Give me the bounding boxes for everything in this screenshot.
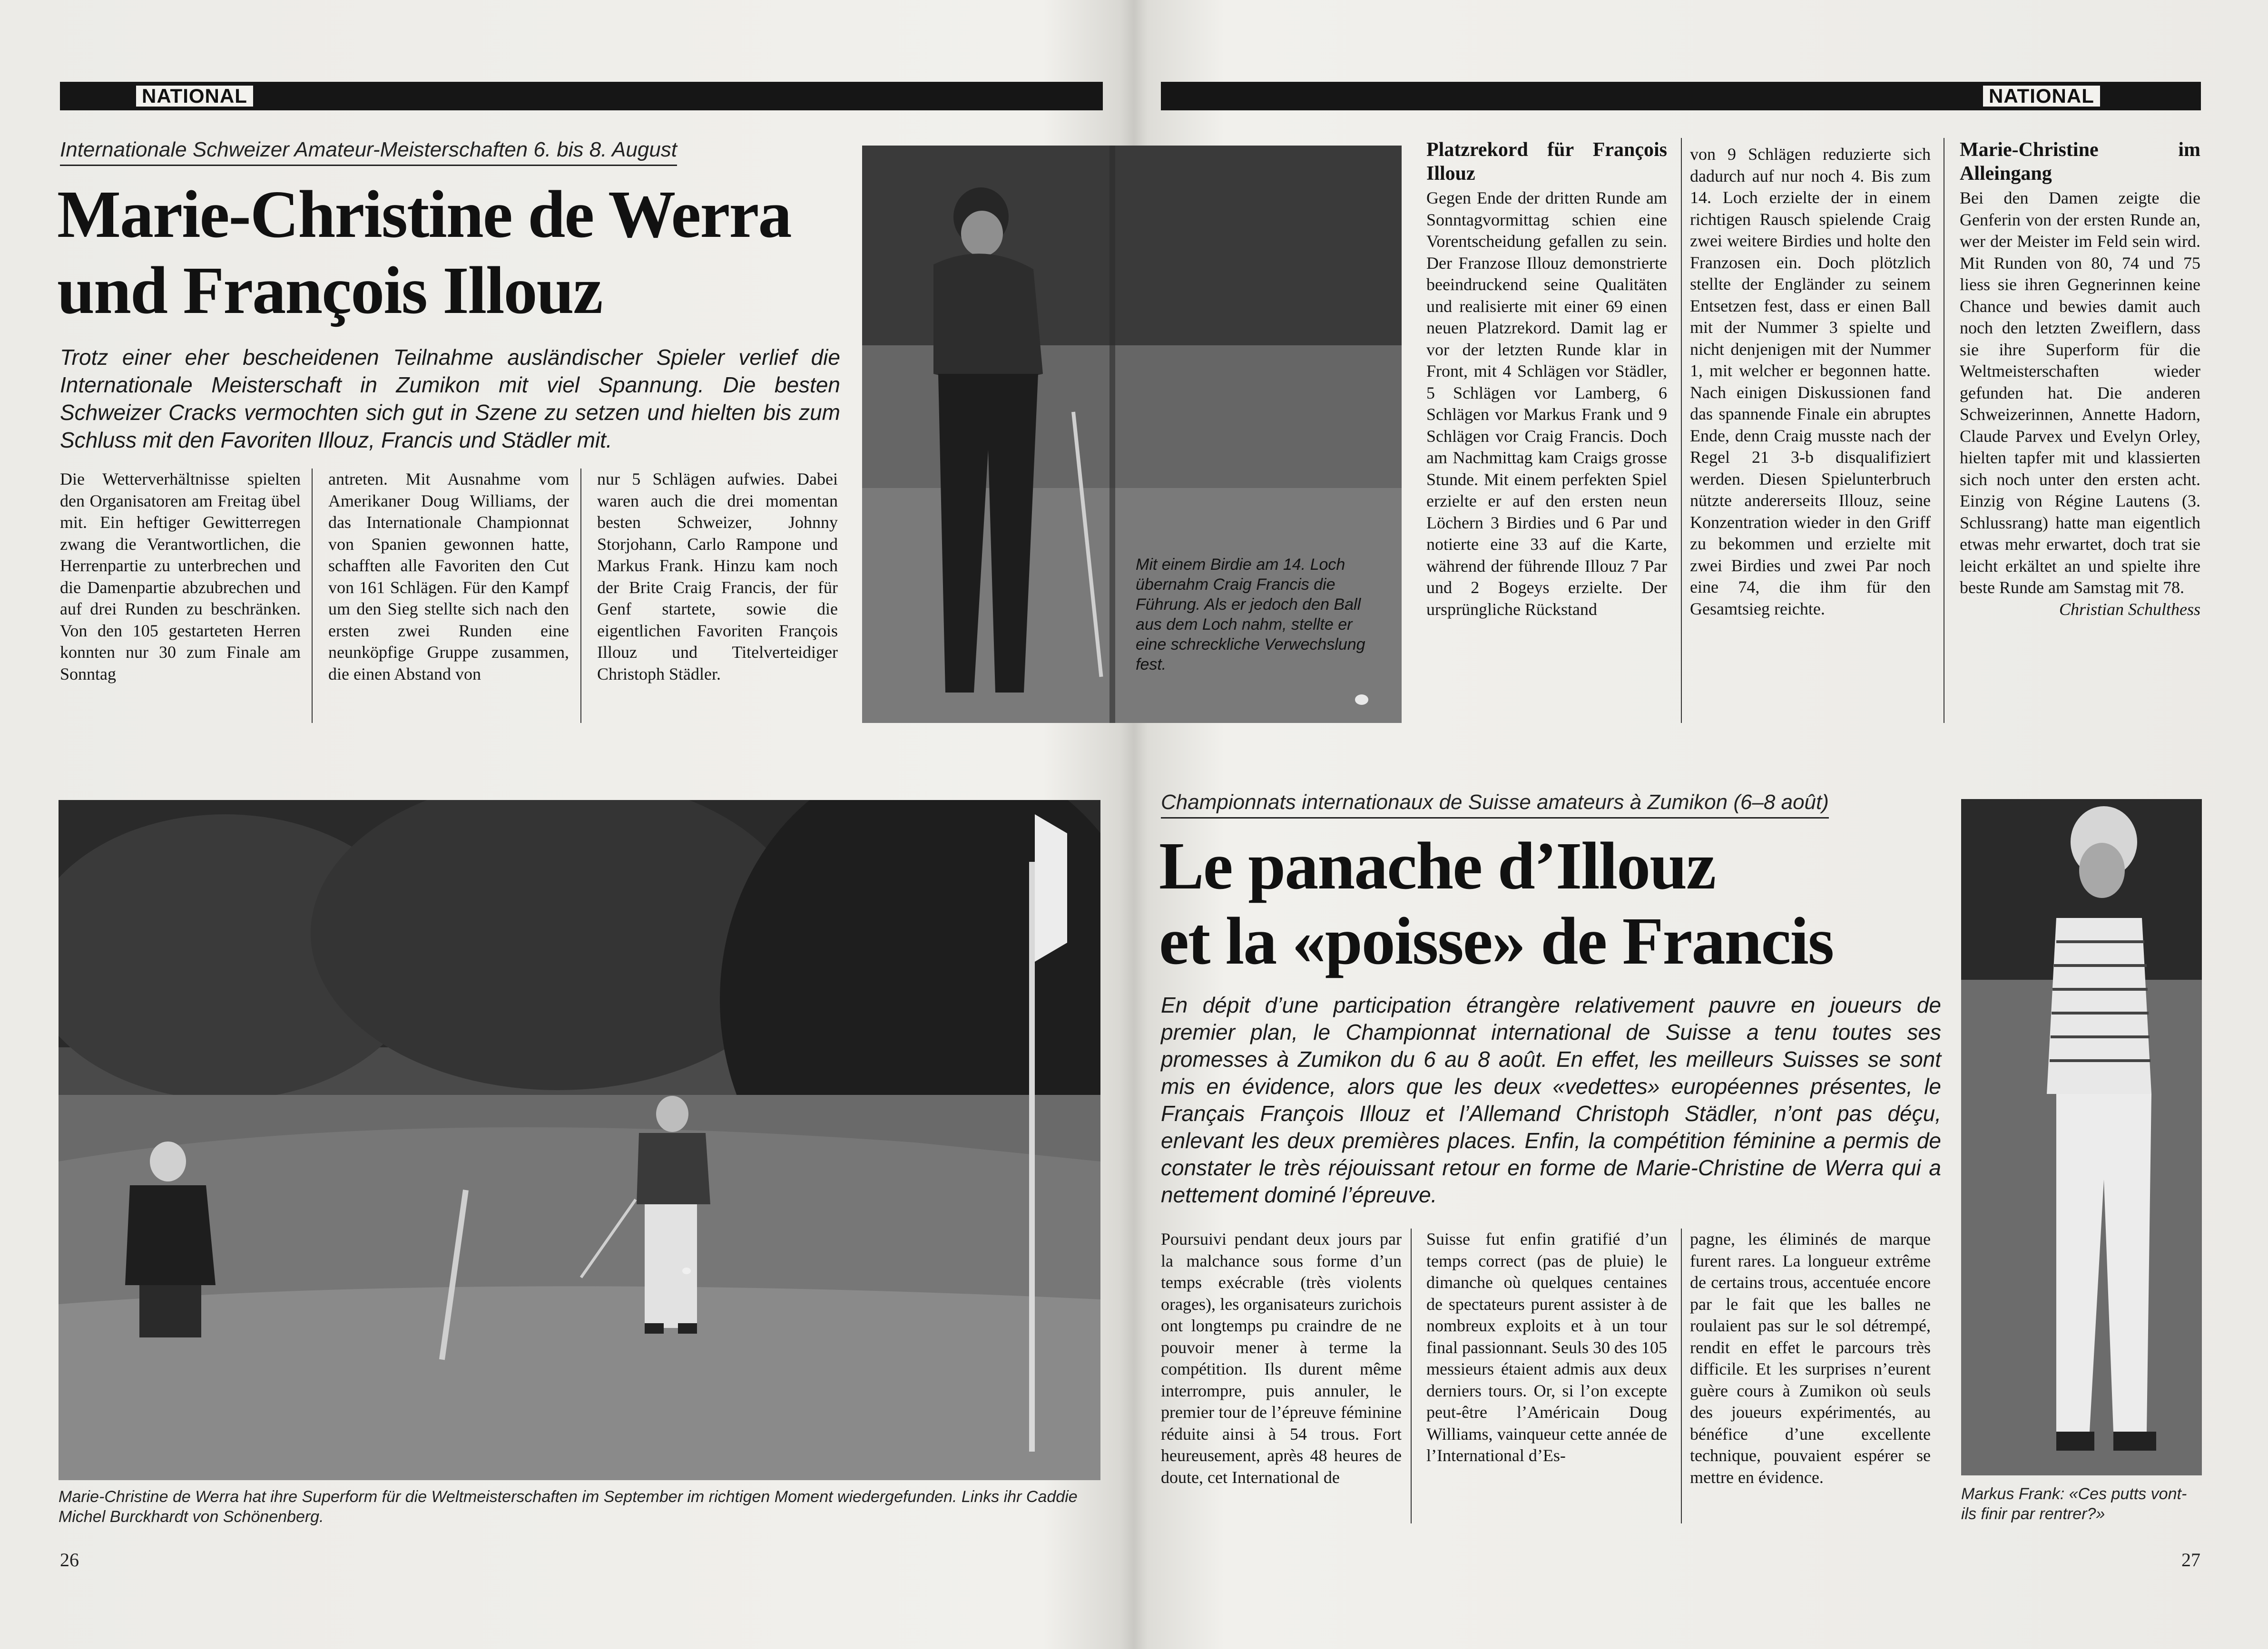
photo-craig-francis-putting <box>862 146 1402 723</box>
page-number-left: 26 <box>60 1549 79 1571</box>
right-headline-line2: et la «poisse» de Francis <box>1159 903 1834 978</box>
section-label-right: NATIONAL <box>1983 86 2100 107</box>
photo-right-caption: Markus Frank: «Ces putts vont-ils finir par rentrer?» <box>1961 1485 2187 1523</box>
right-lead: En dépit d’une participation étrangère relativement pauvre en joueurs de premier plan, le Championnat international de Suisse a tenu toutes ses promesses à Zumikon du 6 au 8 août. En effet, les meilleurs Suisses se sont mis en évidence, alors que les deux «vedettes» européennes présentes, le Français François Illouz et l’Allemand Christoph Städler, n’ont pas déçu, enlevant les deux premières places. Enfin, la compétition féminine a permis de constater le très réjouissant retour en forme de Marie-Christine de Werra qui a nettement dominé l’épreuve. <box>1161 993 1941 1207</box>
section-bar-left <box>60 82 1103 110</box>
right-col1-subhead: Platzrekord für François Illouz <box>1426 139 1667 185</box>
column-rule <box>1681 138 1682 723</box>
right-lower-column-1: Poursuivi pendant deux jours par la malchance sous forme d’un temps exécrable (très violents orages), les organisateurs zurichois ont longtemps pu craindre de ne pouvoir mener à terme la compétition. Ils durent même interrompre, puis annuler, le premier tour de l’épreuve féminine réduite ainsi à 54 trous. Fort heureusement, après 48 heures de doute, cet International de <box>1161 1229 1402 1487</box>
page-number-right: 27 <box>2181 1549 2200 1571</box>
section-label-left: NATIONAL <box>136 86 253 107</box>
right-column-1 <box>1426 138 1667 728</box>
photo-markus-frank <box>1961 799 2202 1475</box>
golfer-standing-illustration <box>1961 799 2202 1475</box>
left-column-2: antreten. Mit Ausnahme vom Amerikaner Doug Williams, der das Internationale Championnat von Spanien gewonnen hatte, schafften alle Favoriten den Cut von 161 Schlägen. Für den Kampf um den Sieg stellte sich nach den ersten zwei Runden eine neunköpfige Gruppe zusammen, die einen Abstand von <box>328 469 569 683</box>
left-column-1: Die Wetterverhältnisse spielten den Organisatoren am Freitag übel mit. Ein heftiger Gewitterregen zwang die Verantwortlichen, die Herrenpartie zu unterbrechen und die Damenpartie abzubrechen und auf drei Runden zu beschränken. Von den 105 gestarteten Herren konnten nur 30 zum Finale am Sonntag <box>60 469 301 683</box>
right-col3-subhead: Marie-Christine im Alleingang <box>1960 139 2200 185</box>
right-column-2: von 9 Schlägen reduzierte sich dadurch auf nur noch 4. Bis zum 14. Loch erzielte der in einem richtigen Rausch spielende Craig zwei weitere Birdies und holte den Franzosen ein. Doch plötzlich stellte der Engländer zu seinem Entsetzen fest, dass er einen Ball mit der Nummer 3 spielte und nicht denjenigen mit der Nummer 1, mit welcher er begonnen hatte. Nach einigen Diskussionen fand das spannende Finale ein abruptes Ende, denn Craig musste nach der Regel 21 3-b disqualifiziert werden. Diesen Spielunterbruch nützte andererseits Illouz, seine Konzentration wieder in den Griff zu bekommen und erzielte mit zwei Birdies und zwei Par noch eine 74, die ihm für den Gesamtsieg reichte. <box>1690 145 1931 618</box>
right-col1-text: Gegen Ende der dritten Runde am Sonntagvormittag schien eine Vorentscheidung gefallen zu sein. Der Franzose Illouz demonstrierte beeindruckend seine Qualitäten und realisierte mit einer 69 einen neuen Platzrekord. Damit lag er vor der letzten Runde klar in Front, mit 4 Schlägen vor Städler, 5 Schlägen vor Lamberg, 6 Schlägen vor Markus Frank und 9 Schlägen vor Craig Francis. Doch am Nachmittag kam Craigs grosse Stunde. Mit einem perfekten Spiel erzielte er auf den ersten neun Löchern 3 Birdies und 6 Par und notierte eine 33 auf die Karte, während der führende Illouz 7 Par und 2 Bogeys erzielte. Der ursprüngliche Rückstand <box>1426 188 1667 619</box>
left-kicker: Internationale Schweizer Amateur-Meisterschaften 6. bis 8. August <box>60 138 677 166</box>
column-rule <box>1681 1229 1682 1523</box>
section-bar-right <box>1161 82 2201 110</box>
column-rule <box>1411 1229 1412 1523</box>
column-rule <box>312 468 313 723</box>
left-column-3: nur 5 Schlägen aufwies. Dabei waren auch die drei momentan besten Schweizer, Johnny Storjohann, Carlo Rampone und Markus Frank. Hinzu kam noch der Brite Craig Francis, der für Genf startete, sowie die eigentlichen Favoriten François Illouz und Titelverteidiger Christoph Städler. <box>597 469 838 683</box>
photo-bottom-caption: Marie-Christine de Werra hat ihre Superform für die Weltmeisterschaften im September im richtigen Moment wiedergefunden. Links ihr Caddie Michel Burckhardt von Schönenberg. <box>59 1488 1078 1526</box>
left-headline-line2: und François Illouz <box>57 253 602 328</box>
right-column-3 <box>1960 138 2200 728</box>
author-signature: Christian Schulthess <box>2059 599 2200 619</box>
left-lead: Trotz einer eher bescheidenen Teilnahme ausländischer Spieler verlief die Internationale Meisterschaft in Zumikon mit viel Spannung. Die besten Schweizer Cracks vermochten sich gut in Szene zu setzen und hielten bis zum Schluss mit den Favoriten Illouz, Francis und Städler mit. <box>60 345 840 452</box>
right-headline-line1: Le panache d’Illouz <box>1159 828 1716 903</box>
golf-green-scene-illustration <box>59 800 1100 1480</box>
left-headline-line1: Marie-Christine de Werra <box>57 176 791 252</box>
right-lower-column-3: pagne, les éliminés de marque furent rares. La longueur extrême de certains trous, accentuée encore par le fait que les balles ne roulaient pas sur le sol détrempé, rendit en effet le parcours très difficile. Et les surprises n’eurent guère cours à Zumikon où seuls des joueurs expérimentés, au bénéfice d’une excellente technique, pouvaient espérer se mettre en évidence. <box>1690 1229 1931 1487</box>
photo-top-caption: Mit einem Birdie am 14. Loch übernahm Craig Francis die Führung. Als er jedoch den Ball aus dem Loch nahm, stellte er eine schreckliche Verwechslung fest. <box>1136 556 1365 673</box>
photo-marie-christine-chipping <box>59 800 1100 1480</box>
column-rule <box>580 468 581 723</box>
right-col3-text: Bei den Damen zeigte die Genferin von der ersten Runde an, wer der Meister im Feld sein wird. Mit Runden von 80, 74 und 75 liess sie ihren Gegnerinnen keine Chance und bewies damit auch noch den letzten Zweiflern, dass sie ihre Superform für die Weltmeisterschaften wieder gefunden hat. Die anderen Schweizerinnen, Annette Hadorn, Claude Parvex und Evelyn Orley, hielten tapfer mit und klassierten sich noch unter den ersten acht. Einzig von Régine Lautens (3. Schlussrang) hatte man eigentlich etwas mehr erwartet, doch trat sie leicht erkältet an und spielte ihre beste Runde am Samstag mit 78. <box>1960 188 2200 597</box>
right-lower-column-2: Suisse fut enfin gratifié d’un temps correct (pas de pluie) le dimanche où quelques centaines de spectateurs purent assister à de nombreux exploits et à un tour final passionnant. Seuls 30 des 105 messieurs étaient admis aux deux derniers tours. Or, si l’on excepte peut-être l’Américain Doug Williams, vainqueur cette année de l’International d’Es- <box>1426 1229 1667 1465</box>
right-kicker: Championnats internationaux de Suisse amateurs à Zumikon (6–8 août) <box>1161 790 1829 819</box>
